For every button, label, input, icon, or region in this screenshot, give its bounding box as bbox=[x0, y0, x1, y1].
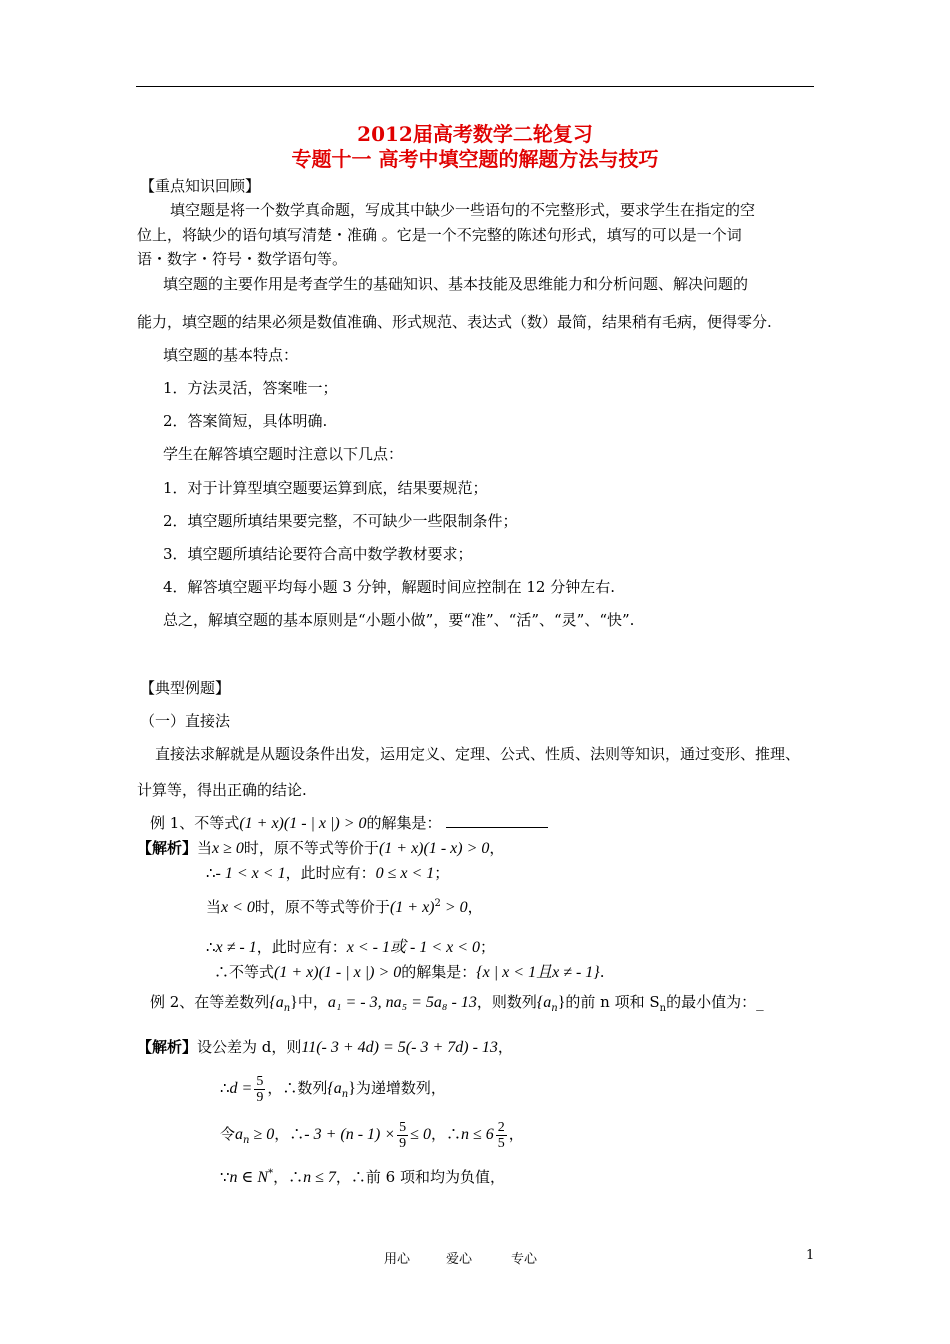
page-number: 1 bbox=[806, 1248, 815, 1263]
fraction: $\frac{5}{9}$ bbox=[256, 1073, 264, 1105]
section-heading-examples: 【典型例题】 bbox=[140, 679, 231, 697]
example-1-solution-line: ∴x ≠ - 1，此时应有：x < - 1或 - 1 < x < 0； bbox=[206, 938, 496, 956]
section-heading-review: 【重点知识回顾】 bbox=[140, 177, 261, 195]
paragraph-line: 位上，将缺少的语句填写清楚・准确 。它是一个不完整的陈述句形式，填写的可以是一个词 bbox=[137, 226, 742, 244]
example-2-solution-line: ∵n ∈ N*，∴n ≤ 7，∴前 6 项和均为负值， bbox=[220, 1168, 505, 1186]
example-1-solution-line: 当x < 0时，原不等式等价于$(1 + x)^2 > 0$， bbox=[206, 898, 483, 916]
example-1-solution-line: 【解析】当x ≥ 0时，原不等式等价于(1 + x)(1 - x) > 0， bbox=[137, 839, 505, 857]
example-1-question: 例 1、不等式(1 + x)(1 - | x |) > 0的解集是： bbox=[150, 813, 548, 834]
paragraph-line: 填空题是将一个数学真命题，写成其中缺少一些语句的不完整形式，要求学生在指定的空 bbox=[170, 201, 756, 219]
paragraph-line: 计算等，得出正确的结论. bbox=[137, 781, 307, 799]
feature-item: 1．方法灵活，答案唯一； bbox=[163, 379, 338, 397]
summary-line: 总之，解填空题的基本原则是“小题小做”，要“准”、“活”、“灵”、“快”. bbox=[163, 611, 635, 629]
title-line-1: 2012届高考数学二轮复习 bbox=[357, 122, 593, 146]
footer-text: 专心 bbox=[511, 1252, 538, 1267]
footer-text: 用心 bbox=[384, 1252, 411, 1267]
answer-blank[interactable] bbox=[446, 814, 548, 828]
notes-title: 学生在解答填空题时注意以下几点： bbox=[163, 445, 404, 463]
example-2-question: 例 2、在等差数列$\{a_n\}$中，a₁ = - 3, na₅ = 5a₈ - 13，则数列$\{a_n\}$的前 n 项和 $S_n$的最小值为：_ bbox=[150, 993, 764, 1014]
title-line-2: 专题十一 高考中填空题的解题方法与技巧 bbox=[291, 147, 659, 171]
feature-item: 2．答案简短，具体明确. bbox=[163, 412, 328, 430]
note-item: 4．解答填空题平均每小题 3 分钟，解题时间应控制在 12 分钟左右. bbox=[163, 578, 616, 596]
example-2-solution-line: 【解析】设公差为 d，则11(- 3 + 4d) = 5(- 3 + 7d) - 13， bbox=[137, 1038, 513, 1056]
paragraph-line: 直接法求解就是从题设条件出发，运用定义、定理、公式、性质、法则等知识，通过变形、推理、 bbox=[155, 745, 801, 763]
note-item: 2．填空题所填结果要完整，不可缺少一些限制条件； bbox=[163, 512, 518, 530]
subheading-direct-method: （一）直接法 bbox=[140, 712, 231, 730]
fraction: $\frac{5}{9}$ bbox=[399, 1119, 407, 1151]
example-1-solution-line: ∴不等式(1 + x)(1 - | x |) > 0的解集是：{x | x < 1且x ≠ - 1}. bbox=[214, 963, 605, 981]
example-1-solution-line: ∴- 1 < x < 1，此时应有：0 ≤ x < 1； bbox=[206, 864, 450, 882]
paragraph-line: 填空题的主要作用是考查学生的基础知识、基本技能及思维能力和分析问题、解决问题的 bbox=[163, 275, 749, 293]
fraction: $\frac{2}{5}$ bbox=[497, 1119, 505, 1151]
note-item: 3．填空题所填结论要符合高中数学教材要求； bbox=[163, 545, 473, 563]
paragraph-line: 语・数字・符号・数学语句等。 bbox=[137, 250, 348, 268]
example-2-solution-line: 令$a_n \ge 0$，∴- 3 + (n - 1) × $\frac{5}{9}$ ≤ 0，∴n ≤ 6 $\frac{2}{5}$ ， bbox=[220, 1119, 524, 1151]
footer-text: 爱心 bbox=[446, 1252, 473, 1267]
paragraph-line: 能力，填空题的结果必须是数值准确、形式规范、表达式（数）最简，结果稍有毛病，便得零分. bbox=[137, 313, 772, 331]
example-2-solution-line: ∴d = $\frac{5}{9}$ ，∴数列$\{a_n\}$为递增数列， bbox=[220, 1073, 446, 1105]
header-rule bbox=[136, 86, 814, 87]
note-item: 1．对于计算型填空题要运算到底，结果要规范； bbox=[163, 479, 488, 497]
features-title: 填空题的基本特点： bbox=[163, 346, 299, 364]
